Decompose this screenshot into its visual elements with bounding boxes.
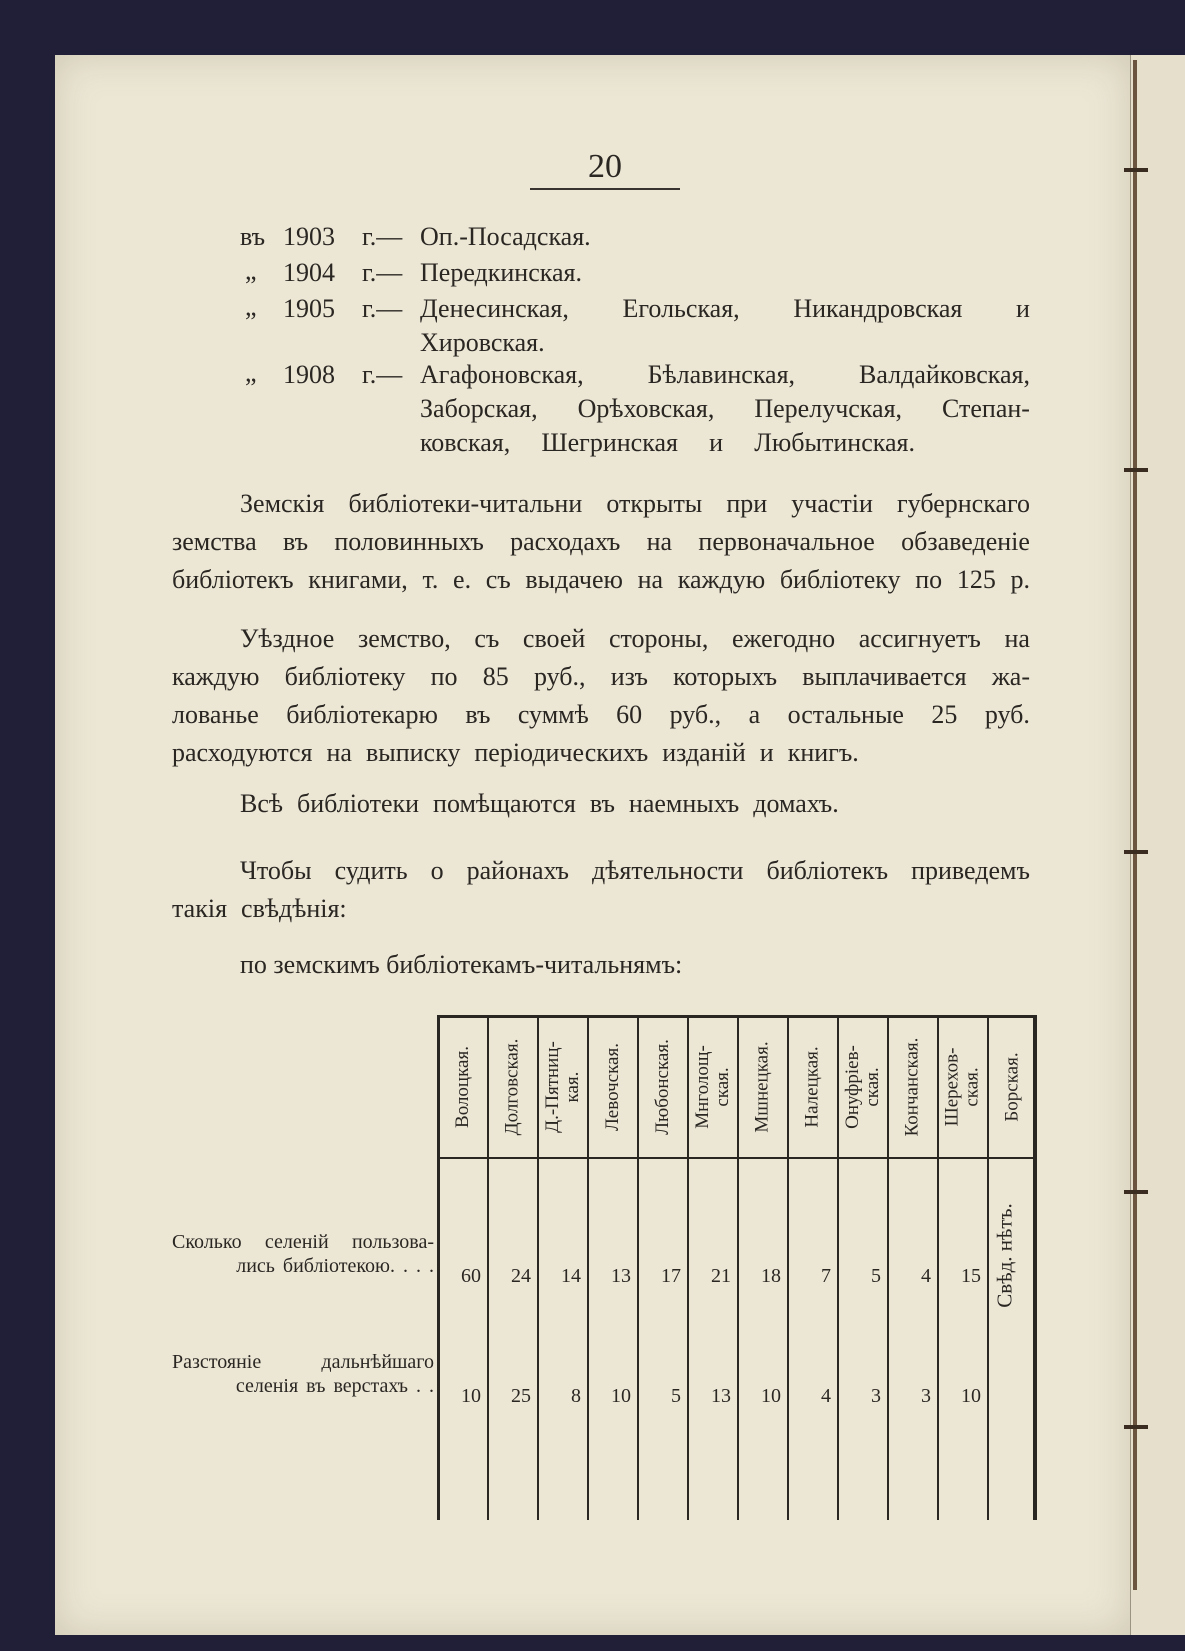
- opening-year: 1903: [283, 222, 335, 251]
- column-header: [438, 1021, 487, 1153]
- binding-stitch: [1124, 1425, 1148, 1429]
- word: своей: [522, 624, 586, 653]
- word: выписку: [365, 738, 461, 767]
- column-header: [838, 1021, 887, 1153]
- word: е.: [453, 565, 472, 594]
- column-header: [588, 1021, 637, 1153]
- word: библіотекарю: [286, 700, 438, 729]
- word: Заборская,: [420, 394, 538, 423]
- opening-g: г.—: [362, 222, 403, 251]
- paragraph-line: [172, 890, 1030, 928]
- paragraph: [172, 620, 1030, 772]
- word: домахъ.: [753, 789, 839, 818]
- word: такія: [172, 894, 228, 923]
- opening-names-line: [420, 360, 1030, 390]
- column-header-text: Кончанская.: [901, 1037, 923, 1137]
- word: половинныхъ: [334, 527, 484, 556]
- paragraph-line: [172, 485, 1030, 523]
- binding-stitch: [1124, 850, 1148, 854]
- table-cell: 10: [611, 1385, 631, 1407]
- word: Земскія: [240, 489, 325, 518]
- paragraph-line: [172, 696, 1030, 734]
- word: .: [429, 1255, 434, 1277]
- word: остальные: [787, 700, 904, 729]
- word: Разстояніе: [172, 1351, 262, 1373]
- opening-year: 1908: [283, 360, 335, 389]
- column-header: [938, 1021, 987, 1153]
- word: открыты: [606, 489, 703, 518]
- table-cell: 17: [661, 1265, 681, 1287]
- word: расходахъ: [510, 527, 621, 556]
- table-cell: 10: [761, 1385, 781, 1407]
- opening-prefix: „: [245, 292, 257, 321]
- word: на: [646, 527, 673, 556]
- word: руб.: [984, 700, 1030, 729]
- word: библіотеки-читальни: [348, 489, 583, 518]
- table-cell: 21: [711, 1265, 731, 1287]
- word: стороны,: [608, 624, 709, 653]
- word: ежегодно: [732, 624, 836, 653]
- opening-names-line: Хировская.: [420, 328, 545, 357]
- word: Сколько: [172, 1231, 242, 1253]
- word: изъ: [610, 662, 648, 691]
- word: библіотекою.: [282, 1255, 395, 1277]
- word: руб.,: [533, 662, 586, 691]
- table-cell: 18: [761, 1265, 781, 1287]
- table-cell: 24: [511, 1265, 531, 1287]
- word: которыхъ: [673, 662, 778, 691]
- word: Всѣ: [240, 789, 283, 818]
- word: приведемъ: [911, 856, 1030, 885]
- word: расходуются: [172, 738, 313, 767]
- word: участіи: [791, 489, 873, 518]
- paragraph: [172, 485, 1030, 599]
- word: съ: [474, 624, 500, 653]
- word: изданій: [662, 738, 746, 767]
- binding-stitch: [1124, 1190, 1148, 1194]
- word: въ: [589, 789, 615, 818]
- opening-names-line: [420, 428, 915, 458]
- word: руб.,: [669, 700, 722, 729]
- column-header-text: Мнголощ- ская.: [691, 1045, 733, 1129]
- word: земство,: [357, 624, 451, 653]
- word: въ: [465, 700, 491, 729]
- table-cell: 5: [671, 1385, 681, 1407]
- word: дѣятельности: [592, 856, 744, 885]
- opening-prefix: „: [245, 358, 257, 387]
- word: губернскаго: [897, 489, 1030, 518]
- word: .: [429, 1375, 434, 1397]
- word: Любытинская.: [754, 428, 915, 457]
- word: выплачивается: [802, 662, 967, 691]
- column-header: [738, 1021, 787, 1153]
- column-header: [788, 1021, 837, 1153]
- word: 85: [482, 662, 509, 691]
- table-cell: 15: [961, 1265, 981, 1287]
- column-header: [988, 1021, 1037, 1153]
- word: .: [403, 1255, 408, 1277]
- row-label-line: [172, 1230, 434, 1254]
- column-header: [888, 1021, 937, 1153]
- word: на: [326, 738, 352, 767]
- word: Денесинская,: [420, 294, 569, 323]
- word: верстахъ: [333, 1375, 408, 1397]
- paragraph-line: [172, 785, 1030, 823]
- column-header-text: Д.-Пятниц- кая.: [541, 1041, 583, 1133]
- binding-stitch: [1124, 168, 1148, 172]
- word: при: [726, 489, 768, 518]
- opening-names-line: Оп.-Посадская.: [420, 222, 591, 251]
- word: селенія: [235, 1375, 299, 1397]
- word: т.: [422, 565, 439, 594]
- table-intro: по земскимъ библіотекамъ-читальнямъ:: [240, 950, 683, 979]
- paragraph-line: [172, 561, 1030, 599]
- table-cell: 8: [571, 1385, 581, 1407]
- word: селеній: [264, 1231, 329, 1253]
- word: 125: [956, 565, 996, 594]
- opening-g: г.—: [362, 294, 403, 323]
- table-cell: 10: [461, 1385, 481, 1407]
- word: библіотеку: [284, 662, 406, 691]
- word: лись: [236, 1255, 275, 1277]
- word: Бѣлавинская,: [647, 360, 796, 389]
- word: по: [430, 662, 458, 691]
- paragraph: [172, 785, 1030, 823]
- column-header-text: Онуфріев- ская.: [841, 1045, 883, 1129]
- word: наемныхъ: [628, 789, 740, 818]
- column-header-text: Мшнецкая.: [751, 1041, 773, 1133]
- word: суммѣ: [517, 700, 589, 729]
- word: ассигнуетъ: [858, 624, 981, 653]
- table-cell: 3: [871, 1385, 881, 1407]
- word: на: [637, 565, 664, 594]
- paragraph-line: [172, 734, 1030, 772]
- adjacent-page-edge: [1130, 55, 1185, 1635]
- word: и: [1016, 294, 1030, 323]
- table-cell: 13: [711, 1385, 731, 1407]
- word: Егольская,: [622, 294, 740, 323]
- word: въ: [282, 527, 309, 556]
- opening-names-line: [420, 294, 1030, 324]
- word: .: [416, 1375, 421, 1397]
- binding-thread: [1133, 60, 1137, 1590]
- word: періодическихъ: [474, 738, 649, 767]
- table-cell: 5: [871, 1265, 881, 1287]
- word: обзаведеніе: [901, 527, 1030, 556]
- word: р.: [1010, 565, 1030, 594]
- word: о: [430, 856, 444, 885]
- word: библіотекъ: [766, 856, 889, 885]
- word: каждую: [677, 565, 766, 594]
- table-cell: 10: [961, 1385, 981, 1407]
- opening-g: г.—: [362, 360, 403, 389]
- column-header-text: Левочская.: [601, 1043, 623, 1131]
- table-cell: 60: [461, 1265, 481, 1287]
- column-header-text: Налецкая.: [801, 1046, 823, 1128]
- column-header-text: Любонская.: [651, 1039, 673, 1135]
- word: на: [1004, 624, 1030, 653]
- row-label-line: [172, 1374, 434, 1398]
- word: дальнѣйшаго: [321, 1351, 434, 1373]
- page-number: 20: [530, 148, 680, 190]
- word: библіотеку: [779, 565, 901, 594]
- opening-names-line: Передкинская.: [420, 258, 582, 287]
- word: Чтобы: [240, 856, 312, 885]
- no-data-note: [985, 1150, 1025, 1360]
- word: судить: [334, 856, 408, 885]
- opening-names-line: [420, 394, 1030, 424]
- opening-prefix: въ: [240, 222, 266, 251]
- paragraph: [172, 852, 1030, 928]
- row-label: [172, 1230, 434, 1278]
- word: 60: [616, 700, 643, 729]
- word: земства: [172, 527, 257, 556]
- word: Никандровская: [793, 294, 963, 323]
- paragraph-line: [172, 852, 1030, 890]
- column-header: [638, 1021, 687, 1153]
- table-cell: 4: [821, 1385, 831, 1407]
- word: помѣщаются: [433, 789, 576, 818]
- word: книгами,: [308, 565, 408, 594]
- word: библіотекъ: [172, 565, 294, 594]
- word: свѣдѣнія:: [241, 894, 347, 923]
- word: жа-: [991, 662, 1030, 691]
- word: и: [709, 428, 724, 457]
- column-header: [488, 1021, 537, 1153]
- opening-g: г.—: [362, 258, 403, 287]
- opening-prefix: „: [245, 256, 257, 285]
- row-label: [172, 1350, 434, 1398]
- row-label-line: [172, 1254, 434, 1278]
- table-cell: 25: [511, 1385, 531, 1407]
- binding-stitch: [1124, 468, 1148, 472]
- word: районахъ: [466, 856, 570, 885]
- column-header-text: Борская.: [1001, 1052, 1023, 1122]
- no-data-text: Свѣд. нѣтъ.: [992, 1202, 1017, 1308]
- column-header: [688, 1021, 737, 1153]
- word: по: [915, 565, 943, 594]
- word: ковская,: [420, 428, 511, 457]
- word: первоначальное: [698, 527, 875, 556]
- word: библіотеки: [297, 789, 420, 818]
- table-cell: 4: [921, 1265, 931, 1287]
- row-label-line: [172, 1350, 434, 1374]
- word: Перелучская,: [754, 394, 903, 423]
- word: съ: [485, 565, 511, 594]
- word: а: [748, 700, 761, 729]
- opening-year: 1904: [283, 258, 335, 287]
- column-header: [538, 1021, 587, 1153]
- libraries-table: [437, 1015, 1037, 1520]
- word: Агафоновская,: [420, 360, 584, 389]
- word: Степан-: [942, 394, 1030, 423]
- word: Орѣховская,: [577, 394, 715, 423]
- word: Уѣздное: [240, 624, 335, 653]
- column-header-text: Волоцкая.: [451, 1046, 473, 1128]
- table-cell: 14: [561, 1265, 581, 1287]
- table-cell: 7: [821, 1265, 831, 1287]
- paragraph-line: [172, 620, 1030, 658]
- paragraph-line: [172, 658, 1030, 696]
- word: и: [759, 738, 774, 767]
- table-cell: 3: [921, 1385, 931, 1407]
- table-cell: 13: [611, 1265, 631, 1287]
- column-header-text: Шерехов- ская.: [941, 1047, 983, 1127]
- word: въ: [306, 1375, 326, 1397]
- word: Валдайковская,: [859, 360, 1030, 389]
- word: лованье: [172, 700, 259, 729]
- word: Шегринская: [541, 428, 678, 457]
- word: .: [416, 1255, 421, 1277]
- word: пользова-: [351, 1231, 434, 1253]
- column-header-text: Долговская.: [501, 1038, 523, 1136]
- opening-year: 1905: [283, 294, 335, 323]
- word: выдачею: [525, 565, 623, 594]
- paragraph-line: [172, 523, 1030, 561]
- word: книгъ.: [787, 738, 859, 767]
- word: каждую: [172, 662, 260, 691]
- word: 25: [931, 700, 958, 729]
